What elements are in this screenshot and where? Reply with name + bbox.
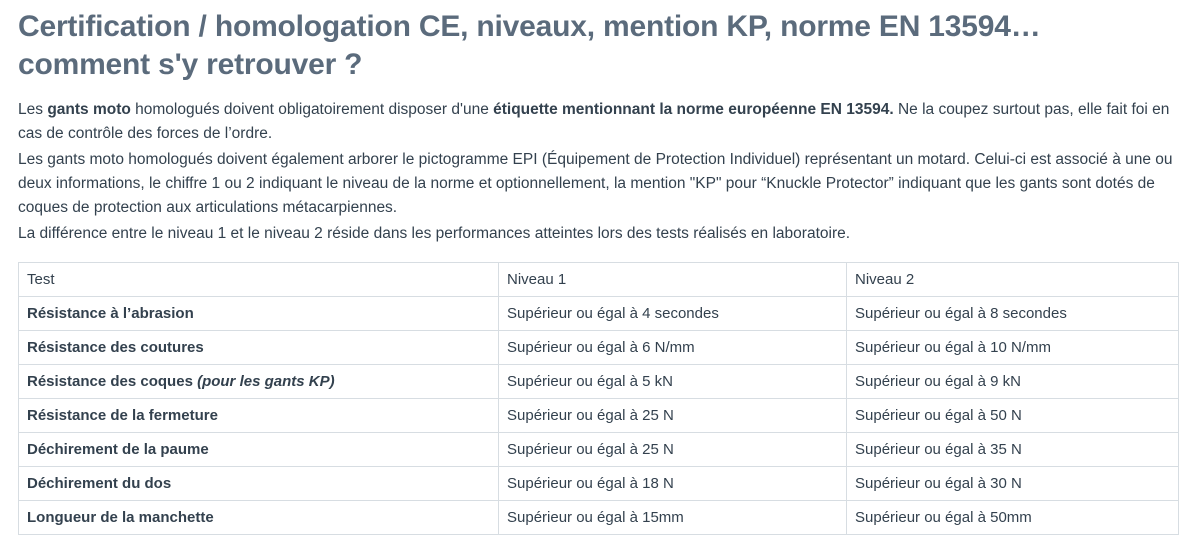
intro-text-2: homologués doivent obligatoirement disposer d'une [130,101,494,118]
row-label-text: Résistance de la fermeture [27,407,218,424]
row-label [19,365,499,399]
cell-niveau-2: Supérieur ou égal à 35 N [847,433,1179,467]
column-header-niveau-2: Niveau 2 [847,263,1179,297]
row-label-text: Résistance à l’abrasion [27,305,194,322]
cell-niveau-1: Supérieur ou égal à 6 N/mm [499,331,847,365]
table-body [19,297,1179,535]
table-header-row [19,263,1179,297]
row-label-text: Déchirement du dos [27,475,172,492]
intro-paragraph-2: Les gants moto homologués doivent également arborer le pictogramme EPI (Équipement de Protection Individuel) représentant un motard. Celui-ci est associé à une ou deux informations, le chiffre 1 ou 2 indiquant le niveau de la norme et optionnellement, la mention "KP" pour “Knuckle Protector” indiquant que les gants sont dotés de coques de protection aux articulations métacarpiennes. [18,151,1173,216]
cell-niveau-2: Supérieur ou égal à 8 secondes [847,297,1179,331]
row-label [19,399,499,433]
intro-paragraph-1 [18,98,1178,146]
intro-paragraph-3: La différence entre le niveau 1 et le niveau 2 réside dans les performances atteintes lors des tests réalisés en laboratoire. [18,225,851,242]
cell-niveau-2: Supérieur ou égal à 50mm [847,501,1179,535]
column-header-test: Test [19,263,499,297]
cell-niveau-2: Supérieur ou égal à 10 N/mm [847,331,1179,365]
article-page [0,8,1196,535]
page-title: Certification / homologation CE, niveaux, mention KP, norme EN 13594… comment s'y retrouver ? [18,10,1041,81]
column-header-niveau-1: Niveau 1 [499,263,847,297]
intro-bold-gants-moto: gants moto [47,101,131,118]
cell-niveau-1: Supérieur ou égal à 25 N [499,433,847,467]
levels-comparison-table [18,262,1179,535]
row-label-text: Résistance des coques [27,373,198,390]
table-row [19,297,1179,331]
cell-niveau-2: Supérieur ou égal à 30 N [847,467,1179,501]
row-label-note: (pour les gants KP) [197,373,335,390]
table-row [19,433,1179,467]
row-label [19,297,499,331]
row-label [19,433,499,467]
row-label [19,467,499,501]
cell-niveau-2: Supérieur ou égal à 9 kN [847,365,1179,399]
row-label [19,331,499,365]
table-row [19,501,1179,535]
table-row [19,399,1179,433]
intro-text-1: Les [18,101,48,118]
row-label-text: Déchirement de la paume [27,441,209,458]
cell-niveau-1: Supérieur ou égal à 15mm [499,501,847,535]
intro-bold-norme: étiquette mentionnant la norme européenne EN 13594. [493,101,894,118]
cell-niveau-1: Supérieur ou égal à 18 N [499,467,847,501]
cell-niveau-2: Supérieur ou égal à 50 N [847,399,1179,433]
cell-niveau-1: Supérieur ou égal à 4 secondes [499,297,847,331]
table-row [19,467,1179,501]
intro-text-3: Ne la coupez surtout pas, elle fait foi en cas de contrôle des forces de l’ordre. [18,101,1170,142]
row-label-text: Longueur de la manchette [27,509,214,526]
row-label-text: Résistance des coutures [27,339,204,356]
table-row [19,331,1179,365]
row-label [19,501,499,535]
cell-niveau-1: Supérieur ou égal à 5 kN [499,365,847,399]
table-row [19,365,1179,399]
cell-niveau-1: Supérieur ou égal à 25 N [499,399,847,433]
